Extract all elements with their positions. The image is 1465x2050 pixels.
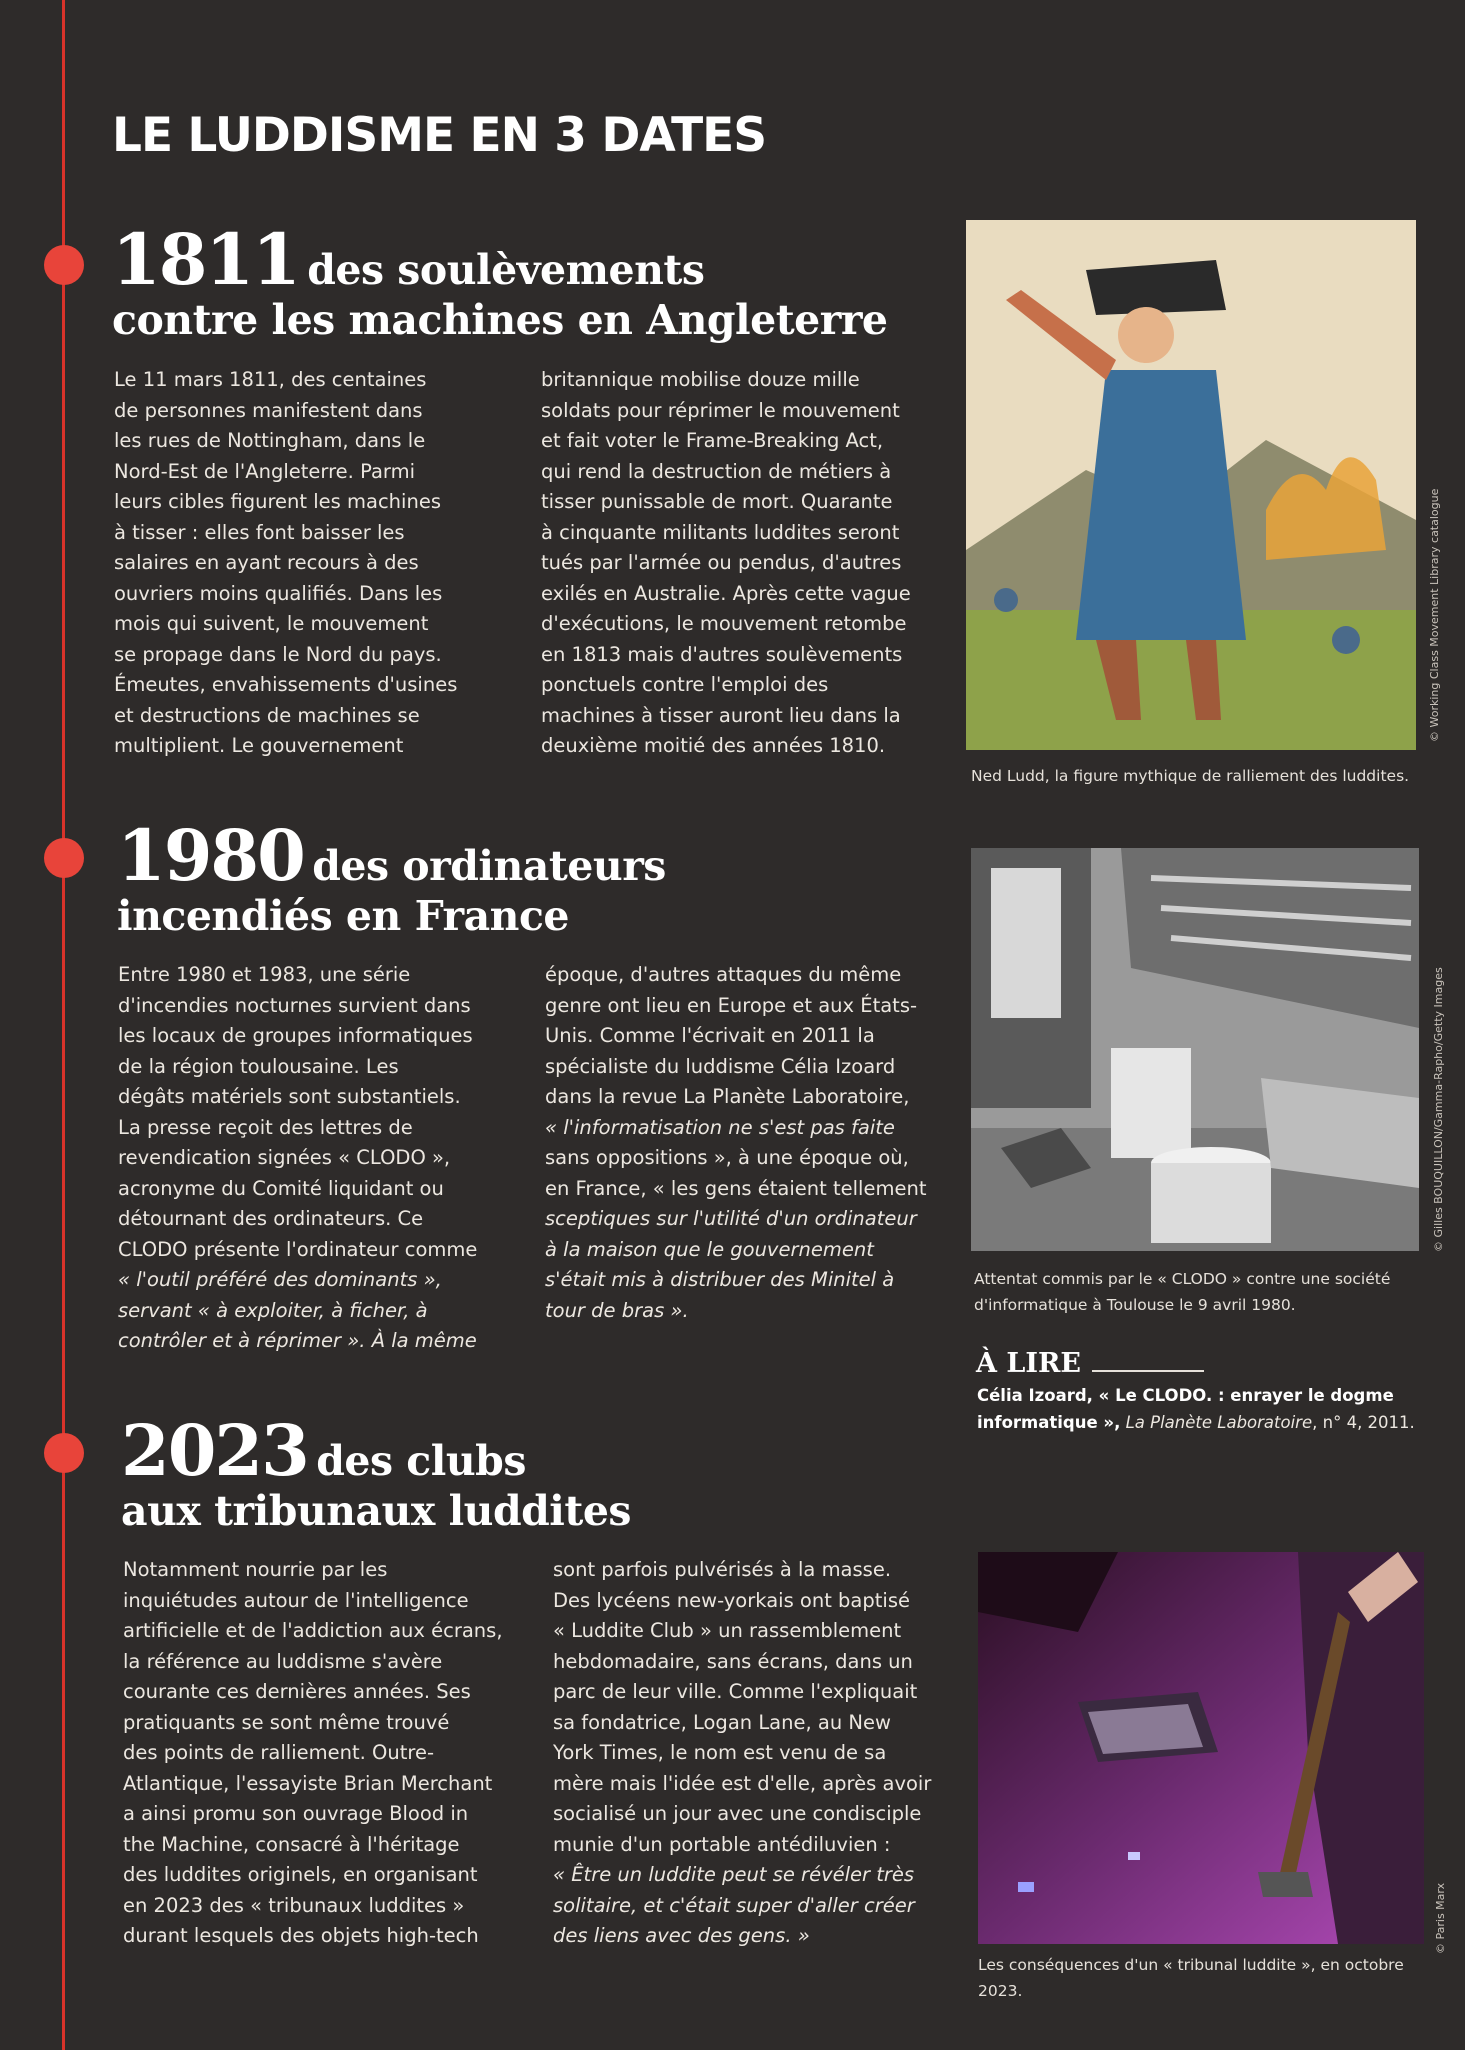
timeline-dot-1811 (44, 245, 84, 285)
text-line: des liens avec des gens. » (553, 1924, 810, 1947)
text-line: ponctuels contre l'emploi des (541, 673, 829, 696)
text-line: détournant des ordinateurs. Ce (118, 1207, 424, 1230)
section-text-col1 (123, 1555, 533, 1952)
image-credit: © Working Class Movement Library catalogue (1428, 488, 1441, 742)
timeline-line (62, 0, 65, 2050)
page-title: LE LUDDISME EN 3 DATES (112, 108, 767, 163)
text-line: d'exécutions, le mouvement retombe (541, 612, 907, 635)
caption-line: 2023. (978, 1982, 1023, 2000)
text-line: les rues de Nottingham, dans le (114, 429, 426, 452)
a-lire-rule (1092, 1370, 1204, 1372)
text-line: et destructions de machines se (114, 703, 420, 727)
section-text-col2 (545, 960, 965, 1326)
text-line: en France, « les gens étaient tellement (545, 1176, 927, 1200)
text-line: genre ont lieu en Europe et aux États- (545, 993, 918, 1017)
text-line: La presse reçoit des lettres de (118, 1115, 413, 1139)
text-line: à cinquante militants luddites seront (541, 520, 900, 544)
section-heading-2023 (121, 1409, 631, 1535)
text-line: a ainsi promu son ouvrage Blood in (123, 1802, 469, 1825)
text-line: munie d'un portable antédiluvien : (553, 1832, 891, 1856)
text-line: courante ces dernières années. Ses (123, 1680, 471, 1703)
text-line: deuxième moitié des années 1810. (541, 734, 886, 757)
text-line: dans la revue La Planète Laboratoire, (545, 1085, 910, 1108)
text-line: ouvriers moins qualifiés. Dans les (114, 581, 443, 605)
a-lire-author-line2: informatique », (977, 1413, 1121, 1432)
text-line: d'incendies nocturnes survient dans (118, 993, 471, 1017)
text-line: tués par l'armée ou pendus, d'autres (541, 551, 902, 574)
text-line: sont parfois pulvérisés à la masse. (553, 1558, 892, 1581)
text-line: de personnes manifestent dans (114, 398, 423, 422)
caption-line: Les conséquences d'un « tribunal luddite », en octobre (978, 1956, 1404, 1974)
section-heading-line1: des ordinateurs (312, 842, 666, 890)
section-heading-1811 (112, 218, 888, 344)
text-line: hebdomadaire, sans écrans, dans un (553, 1649, 913, 1673)
caption-line: Attentat commis par le « CLODO » contre une société (974, 1270, 1391, 1288)
text-line: et fait voter le Frame-Breaking Act, (541, 429, 884, 452)
text-line: leurs cibles figurent les machines (114, 490, 441, 513)
text-line: mois qui suivent, le mouvement (114, 612, 429, 635)
text-line: Des lycéens new-yorkais ont baptisé (553, 1588, 910, 1612)
clodo-attack-photo (971, 848, 1419, 1251)
text-line: durant lesquels des objets high-tech (123, 1924, 479, 1947)
section-heading-line2: incendiés en France (117, 891, 570, 940)
text-line: Nord-Est de l'Angleterre. Parmi (114, 459, 415, 483)
a-lire-issue: , n° 4, 2011. (1312, 1413, 1415, 1432)
text-line: multiplient. Le gouvernement (114, 734, 404, 757)
section-text-col2 (541, 365, 961, 762)
text-line: machines à tisser auront lieu dans la (541, 703, 901, 727)
section-text-col1 (118, 960, 528, 1357)
luddite-tribunal-photo (978, 1552, 1424, 1944)
text-line: York Times, le nom est venu de sa (553, 1741, 887, 1764)
text-line: tisser punissable de mort. Quarante (541, 490, 893, 513)
image-credit: © Gilles BOUQUILLON/Gamma-Rapho/Getty Images (1432, 967, 1445, 1252)
text-line: mère mais l'idée est d'elle, après avoir (553, 1771, 932, 1795)
text-line: « l'informatisation ne s'est pas faite (545, 1115, 895, 1139)
text-line: Entre 1980 et 1983, une série (118, 963, 411, 986)
text-line: Notamment nourrie par les (123, 1558, 388, 1581)
text-line: britannique mobilise douze mille (541, 368, 860, 391)
text-line: socialisé un jour avec une condisciple (553, 1802, 922, 1825)
text-line: contrôler et à réprimer ». À la même (118, 1329, 477, 1352)
text-line: qui rend la destruction de métiers à (541, 459, 892, 483)
section-year: 1811 (112, 218, 299, 301)
text-line: à tisser : elles font baisser les (114, 520, 405, 544)
text-line: sans oppositions », à une époque où, (545, 1146, 909, 1169)
a-lire-author: Célia Izoard, « Le CLODO. : enrayer le dogme (977, 1386, 1394, 1405)
text-line: à la maison que le gouvernement (545, 1237, 874, 1261)
image-credit: © Paris Marx (1434, 1882, 1447, 1954)
text-line: s'était mis à distribuer des Minitel à (545, 1268, 895, 1291)
text-line: « Être un luddite peut se révéler très (553, 1863, 915, 1886)
text-line: solitaire, et c'était super d'aller créer (553, 1893, 915, 1917)
ned-ludd-illustration (966, 220, 1416, 750)
text-line: pratiquants se sont même trouvé (123, 1710, 450, 1734)
timeline-dot-2023 (44, 1433, 84, 1473)
image-caption: Ned Ludd, la figure mythique de ralliement des luddites. (971, 767, 1410, 785)
text-line: artificielle et de l'addiction aux écrans, (123, 1619, 503, 1642)
section-heading-line1: des soulèvements (307, 246, 705, 294)
section-heading-line2: contre les machines en Angleterre (112, 295, 888, 344)
text-line: exilés en Australie. Après cette vague (541, 581, 911, 605)
text-line: soldats pour réprimer le mouvement (541, 398, 900, 422)
text-line: époque, d'autres attaques du même (545, 963, 902, 986)
image-caption (978, 1952, 1438, 2004)
section-text-col2 (553, 1555, 973, 1952)
text-line: en 1813 mais d'autres soulèvements (541, 642, 903, 666)
text-line: spécialiste du luddisme Célia Izoard (545, 1054, 896, 1078)
text-line: « Luddite Club » un rassemblement (553, 1619, 902, 1642)
section-heading-1980 (117, 814, 666, 940)
text-line: en 2023 des « tribunaux luddites » (123, 1893, 465, 1917)
section-text-col1 (114, 365, 514, 762)
section-year: 2023 (121, 1409, 308, 1492)
caption-line: d'informatique à Toulouse le 9 avril 1980. (974, 1296, 1296, 1314)
text-line: the Machine, consacré à l'héritage (123, 1832, 460, 1856)
section-year: 1980 (117, 814, 304, 897)
a-lire-title: À LIRE (976, 1348, 1081, 1379)
text-line: Atlantique, l'essayiste Brian Merchant (123, 1771, 493, 1795)
text-line: Émeutes, envahissements d'usines (114, 673, 458, 696)
image-caption (974, 1266, 1434, 1318)
text-line: sa fondatrice, Logan Lane, au New (553, 1710, 891, 1734)
timeline-dot-1980 (44, 838, 84, 878)
text-line: dégâts matériels sont substantiels. (118, 1085, 461, 1108)
text-line: servant « à exploiter, à ficher, à (118, 1298, 428, 1322)
section-heading-line1: des clubs (316, 1437, 526, 1485)
text-line: la référence au luddisme s'avère (123, 1649, 443, 1673)
text-line: tour de bras ». (545, 1298, 689, 1322)
text-line: les locaux de groupes informatiques (118, 1024, 473, 1047)
text-line: salaires en ayant recours à des (114, 551, 419, 574)
text-line: des luddites originels, en organisant (123, 1863, 478, 1886)
text-line: acronyme du Comité liquidant ou (118, 1176, 444, 1200)
text-line: CLODO présente l'ordinateur comme (118, 1237, 478, 1261)
text-line: Unis. Comme l'écrivait en 2011 la (545, 1024, 875, 1047)
text-line: Le 11 mars 1811, des centaines (114, 368, 427, 391)
text-line: inquiétudes autour de l'intelligence (123, 1588, 469, 1612)
text-line: des points de ralliement. Outre- (123, 1741, 434, 1764)
text-line: revendication signées « CLODO », (118, 1146, 451, 1169)
text-line: se propage dans le Nord du pays. (114, 642, 442, 666)
a-lire-journal: La Planète Laboratoire (1125, 1413, 1313, 1432)
text-line: sceptiques sur l'utilité d'un ordinateur (545, 1207, 917, 1230)
a-lire-reference (977, 1382, 1417, 1436)
section-heading-line2: aux tribunaux luddites (121, 1486, 631, 1535)
text-line: parc de leur ville. Comme l'expliquait (553, 1680, 918, 1703)
text-line: de la région toulousaine. Les (118, 1054, 399, 1078)
text-line: « l'outil préféré des dominants », (118, 1268, 442, 1291)
